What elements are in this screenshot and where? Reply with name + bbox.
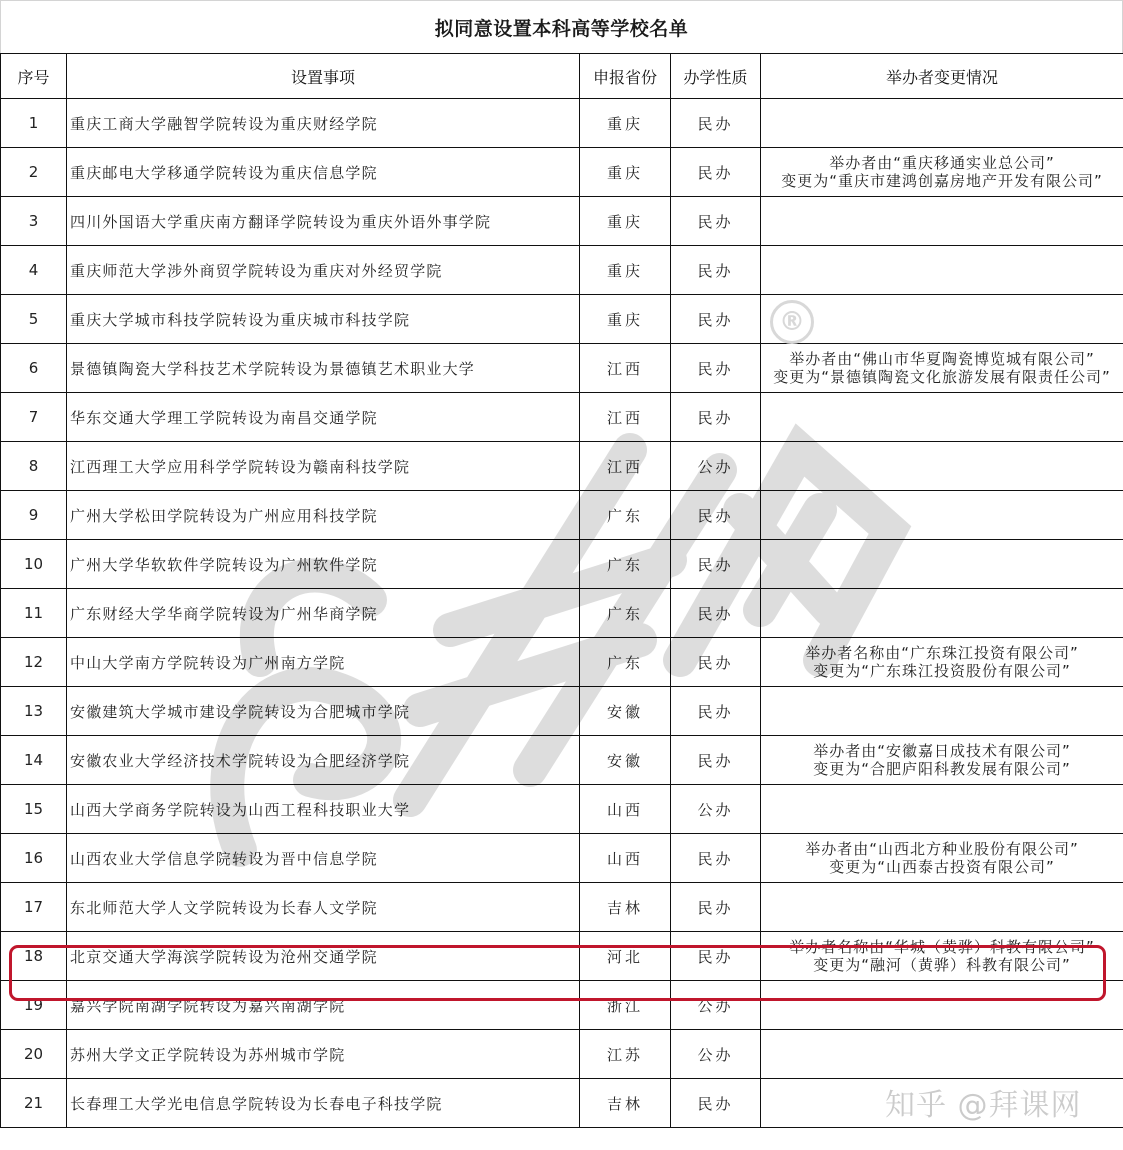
- table-row: [1, 99, 1123, 148]
- province: 安徽: [580, 736, 671, 785]
- school-type: 民办: [671, 883, 761, 932]
- school-type: 公办: [671, 981, 761, 1030]
- sponsor-change-line-1: 举办者由“安徽嘉日成技术有限公司”: [813, 742, 1071, 760]
- setup-item: 景德镇陶瓷大学科技艺术学院转设为景德镇艺术职业大学: [67, 344, 580, 393]
- province: 江西: [580, 393, 671, 442]
- province: 浙江: [580, 981, 671, 1030]
- sponsor-change-line-1: 举办者名称由“广东珠江投资有限公司”: [805, 644, 1079, 662]
- setup-item: 重庆师范大学涉外商贸学院转设为重庆对外经贸学院: [67, 246, 580, 295]
- column-header-province: 申报省份: [580, 54, 671, 99]
- column-header-item: 设置事项: [67, 54, 580, 99]
- row-number: 12: [1, 638, 67, 687]
- table-row: [1, 295, 1123, 344]
- sponsor-change-line-2: 变更为“融河（黄骅）科教有限公司”: [813, 956, 1071, 974]
- table-row: [1, 246, 1123, 295]
- table-row: [1, 1030, 1123, 1079]
- school-type: 民办: [671, 99, 761, 148]
- setup-item: 嘉兴学院南湖学院转设为嘉兴南湖学院: [67, 981, 580, 1030]
- school-type: 公办: [671, 1030, 761, 1079]
- province: 重庆: [580, 148, 671, 197]
- table-row: [1, 393, 1123, 442]
- sponsor-change-line-1: 举办者由“重庆移通实业总公司”: [829, 154, 1055, 172]
- school-type: 民办: [671, 491, 761, 540]
- setup-item: 安徽建筑大学城市建设学院转设为合肥城市学院: [67, 687, 580, 736]
- sponsor-change-line-1: 举办者由“山西北方种业股份有限公司”: [805, 840, 1079, 858]
- table-row: [1, 834, 1123, 883]
- province: 重庆: [580, 197, 671, 246]
- table-row: [1, 589, 1123, 638]
- sponsor-change: [761, 736, 1123, 785]
- province: 山西: [580, 785, 671, 834]
- school-type: 民办: [671, 834, 761, 883]
- sponsor-change: [761, 883, 1123, 932]
- table-row: [1, 883, 1123, 932]
- setup-item: 华东交通大学理工学院转设为南昌交通学院: [67, 393, 580, 442]
- setup-item: 山西农业大学信息学院转设为晋中信息学院: [67, 834, 580, 883]
- school-type: 公办: [671, 442, 761, 491]
- setup-item: 苏州大学文正学院转设为苏州城市学院: [67, 1030, 580, 1079]
- sponsor-change: [761, 540, 1123, 589]
- row-number: 3: [1, 197, 67, 246]
- table-row: [1, 736, 1123, 785]
- column-header-change: 举办者变更情况: [761, 54, 1123, 99]
- row-number: 19: [1, 981, 67, 1030]
- table-row: [1, 442, 1123, 491]
- table-row: [1, 540, 1123, 589]
- school-type: 民办: [671, 344, 761, 393]
- setup-item: 重庆工商大学融智学院转设为重庆财经学院: [67, 99, 580, 148]
- table-row: [1, 638, 1123, 687]
- province: 吉林: [580, 1079, 671, 1128]
- table-row: [1, 197, 1123, 246]
- row-number: 21: [1, 1079, 67, 1128]
- sponsor-change: [761, 344, 1123, 393]
- school-type: 民办: [671, 932, 761, 981]
- province: 山西: [580, 834, 671, 883]
- registered-mark-icon: ®: [770, 300, 814, 344]
- school-list-table: [0, 53, 1123, 1128]
- school-type: 民办: [671, 687, 761, 736]
- school-type: 民办: [671, 540, 761, 589]
- sponsor-change: [761, 197, 1123, 246]
- setup-item: 重庆大学城市科技学院转设为重庆城市科技学院: [67, 295, 580, 344]
- school-type: 民办: [671, 589, 761, 638]
- row-number: 18: [1, 932, 67, 981]
- sponsor-change: [761, 442, 1123, 491]
- school-type: 公办: [671, 785, 761, 834]
- sponsor-change: [761, 246, 1123, 295]
- province: 重庆: [580, 295, 671, 344]
- table-row: [1, 344, 1123, 393]
- setup-item: 中山大学南方学院转设为广州南方学院: [67, 638, 580, 687]
- sponsor-change-line-2: 变更为“山西泰古投资有限公司”: [829, 858, 1055, 876]
- province: 广东: [580, 638, 671, 687]
- sponsor-change-line-1: 举办者名称由“华城（黄骅）科教有限公司”: [789, 938, 1095, 956]
- province: 安徽: [580, 687, 671, 736]
- sponsor-change-line-2: 变更为“广东珠江投资股份有限公司”: [813, 662, 1071, 680]
- table-row: [1, 491, 1123, 540]
- row-number: 13: [1, 687, 67, 736]
- province: 广东: [580, 491, 671, 540]
- row-number: 10: [1, 540, 67, 589]
- province: 重庆: [580, 99, 671, 148]
- document-title: 拟同意设置本科高等学校名单: [0, 0, 1123, 53]
- sponsor-change-line-1: 举办者由“佛山市华夏陶瓷博览城有限公司”: [789, 350, 1095, 368]
- sponsor-change: [761, 589, 1123, 638]
- row-number: 1: [1, 99, 67, 148]
- setup-item: 安徽农业大学经济技术学院转设为合肥经济学院: [67, 736, 580, 785]
- row-number: 2: [1, 148, 67, 197]
- table-header-row: [1, 54, 1123, 99]
- school-type: 民办: [671, 295, 761, 344]
- setup-item: 广州大学华软软件学院转设为广州软件学院: [67, 540, 580, 589]
- sponsor-change: [761, 1030, 1123, 1079]
- sponsor-change: [761, 981, 1123, 1030]
- sponsor-change: [761, 638, 1123, 687]
- row-number: 17: [1, 883, 67, 932]
- row-number: 9: [1, 491, 67, 540]
- column-header-no: 序号: [1, 54, 67, 99]
- setup-item: 长春理工大学光电信息学院转设为长春电子科技学院: [67, 1079, 580, 1128]
- sponsor-change: [761, 1079, 1123, 1128]
- setup-item: 江西理工大学应用科学学院转设为赣南科技学院: [67, 442, 580, 491]
- row-number: 20: [1, 1030, 67, 1079]
- setup-item: 重庆邮电大学移通学院转设为重庆信息学院: [67, 148, 580, 197]
- sponsor-change-line-2: 变更为“景德镇陶瓷文化旅游发展有限责任公司”: [773, 368, 1111, 386]
- province: 江苏: [580, 1030, 671, 1079]
- row-number: 14: [1, 736, 67, 785]
- school-type: 民办: [671, 638, 761, 687]
- province: 重庆: [580, 246, 671, 295]
- school-type: 民办: [671, 393, 761, 442]
- sponsor-change: [761, 785, 1123, 834]
- school-type: 民办: [671, 1079, 761, 1128]
- setup-item: 北京交通大学海滨学院转设为沧州交通学院: [67, 932, 580, 981]
- sponsor-change: [761, 99, 1123, 148]
- setup-item: 广州大学松田学院转设为广州应用科技学院: [67, 491, 580, 540]
- province: 吉林: [580, 883, 671, 932]
- row-number: 16: [1, 834, 67, 883]
- sponsor-change: [761, 687, 1123, 736]
- sponsor-change: [761, 834, 1123, 883]
- school-type: 民办: [671, 148, 761, 197]
- setup-item: 东北师范大学人文学院转设为长春人文学院: [67, 883, 580, 932]
- table-row: [1, 687, 1123, 736]
- school-type: 民办: [671, 197, 761, 246]
- row-number: 4: [1, 246, 67, 295]
- table-row: [1, 1079, 1123, 1128]
- sponsor-change: [761, 491, 1123, 540]
- sponsor-change: [761, 148, 1123, 197]
- sponsor-change-line-2: 变更为“重庆市建鸿创嘉房地产开发有限公司”: [781, 172, 1103, 190]
- setup-item: 四川外国语大学重庆南方翻译学院转设为重庆外语外事学院: [67, 197, 580, 246]
- province: 江西: [580, 344, 671, 393]
- table-row-highlighted: [1, 932, 1123, 981]
- row-number: 15: [1, 785, 67, 834]
- column-header-type: 办学性质: [671, 54, 761, 99]
- sponsor-change: [761, 393, 1123, 442]
- row-number: 6: [1, 344, 67, 393]
- sponsor-change: [761, 932, 1123, 981]
- row-number: 5: [1, 295, 67, 344]
- table-row: [1, 148, 1123, 197]
- school-type: 民办: [671, 736, 761, 785]
- table-row: [1, 785, 1123, 834]
- sponsor-change: [761, 295, 1123, 344]
- province: 江西: [580, 442, 671, 491]
- province: 广东: [580, 589, 671, 638]
- setup-item: 山西大学商务学院转设为山西工程科技职业大学: [67, 785, 580, 834]
- province: 广东: [580, 540, 671, 589]
- zhihu-watermark: 知乎 @拜课网: [885, 1088, 1082, 1123]
- sponsor-change-line-2: 变更为“合肥庐阳科教发展有限公司”: [813, 760, 1071, 778]
- setup-item: 广东财经大学华商学院转设为广州华商学院: [67, 589, 580, 638]
- table-row: [1, 981, 1123, 1030]
- province: 河北: [580, 932, 671, 981]
- row-number: 11: [1, 589, 67, 638]
- row-number: 8: [1, 442, 67, 491]
- school-type: 民办: [671, 246, 761, 295]
- row-number: 7: [1, 393, 67, 442]
